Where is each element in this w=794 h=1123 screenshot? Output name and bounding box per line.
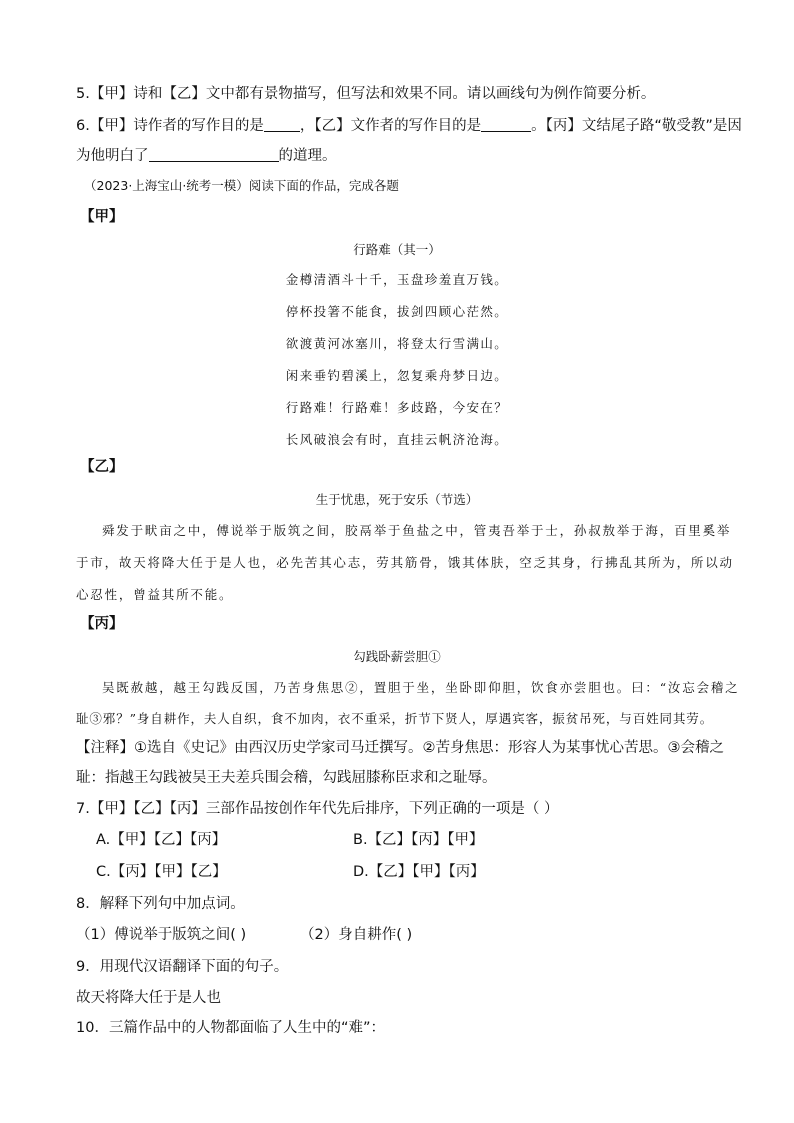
question-8: 8．解释下列句中加点词。 xyxy=(76,896,245,912)
answer-blank[interactable] xyxy=(481,117,531,132)
story-title: 勾践卧薪尝胆① xyxy=(353,649,441,664)
essay-title: 生于忧患，死于安乐（节选） xyxy=(315,492,479,507)
notes-line: 【注释】①选自《史记》由西汉历史学家司马迁撰写。②苦身焦思：形容人为某事忧心苦思。③会稽之 xyxy=(76,740,724,756)
notes-line: 耻：指越王勾践被吴王夫差兵围会稽，勾践屈膝称臣求和之耻辱。 xyxy=(76,770,497,786)
poem-line: 欲渡黄河冰塞川，将登太行雪满山。 xyxy=(285,336,509,351)
option-a[interactable]: A.【甲】【乙】【丙】 xyxy=(96,832,227,848)
question-8-item-1: （1）傅说举于版筑之间( ) xyxy=(76,927,247,943)
q6-text-4: 为他明白了 xyxy=(76,148,149,164)
source-line: （2023·上海宝山·统考一模）阅读下面的作品，完成各题 xyxy=(84,178,399,193)
story-line: 耻③邪？”身自耕作，夫人自织，食不加肉，衣不重采，折节下贤人，厚遇宾客，振贫吊死，与百姓同其劳。 xyxy=(76,711,714,726)
answer-blank[interactable] xyxy=(149,147,279,162)
question-7: 7.【甲】【乙】【丙】三部作品按创作年代先后排序，下列正确的一项是（ ） xyxy=(76,801,559,817)
question-6-line-1 xyxy=(76,116,742,136)
essay-line: 心忍性，曾益其所不能。 xyxy=(76,587,234,602)
question-10: 10．三篇作品中的人物都面临了人生中的“难”： xyxy=(76,1020,385,1036)
q6-text-1: 6.【甲】诗作者的写作目的是 xyxy=(76,118,264,134)
question-8-item-2: （2）身自耕作( ) xyxy=(300,927,413,943)
poem-title: 行路难（其一） xyxy=(353,242,441,257)
poem-line: 长风破浪会有时，直挂云帆济沧海。 xyxy=(285,432,509,447)
poem-line: 行路难！行路难！多歧路，今安在？ xyxy=(285,400,509,415)
q6-text-5: 的道理。 xyxy=(278,148,337,164)
poem-line: 闲来垂钓碧溪上，忽复乘舟梦日边。 xyxy=(285,368,509,383)
poem-line: 停杯投箸不能食，拔剑四顾心茫然。 xyxy=(285,304,509,319)
essay-line: 舜发于畎亩之中，傅说举于版筑之间，胶鬲举于鱼盐之中，管夷吾举于士，孙叔敖举于海，百里奚举 xyxy=(102,523,732,538)
question-6-line-2 xyxy=(76,146,337,166)
poem-line: 金樽清酒斗十千，玉盘珍羞直万钱。 xyxy=(285,272,509,287)
question-5: 5.【甲】诗和【乙】文中都有景物描写，但写法和效果不同。请以画线句为例作简要分析。 xyxy=(76,86,656,102)
section-label-jia: 【甲】 xyxy=(80,209,124,225)
q6-text-3: 。【丙】文结尾子路“敬受教”是因 xyxy=(531,118,742,134)
story-line: 吴既赦越，越王勾践反国，乃苦身焦思②，置胆于坐，坐卧即仰胆，饮食亦尝胆也。曰：“汝忘会稽之 xyxy=(102,680,740,695)
option-d[interactable]: D.【乙】【甲】【丙】 xyxy=(353,864,485,880)
option-b[interactable]: B.【乙】【丙】【甲】 xyxy=(353,832,484,848)
question-9-sentence: 故天将降大任于是人也 xyxy=(76,990,221,1006)
answer-blank[interactable] xyxy=(264,117,300,132)
section-label-bing: 【丙】 xyxy=(80,616,124,632)
question-9: 9．用现代汉语翻译下面的句子。 xyxy=(76,959,289,975)
section-label-yi: 【乙】 xyxy=(80,459,124,475)
q6-text-2: ，【乙】文作者的写作目的是 xyxy=(299,118,482,134)
essay-line: 于市，故天将降大任于是人也，必先苦其心志，劳其筋骨，饿其体肤，空乏其身，行拂乱其所为，所以动 xyxy=(76,555,734,570)
option-c[interactable]: C.【丙】【甲】【乙】 xyxy=(96,864,227,880)
